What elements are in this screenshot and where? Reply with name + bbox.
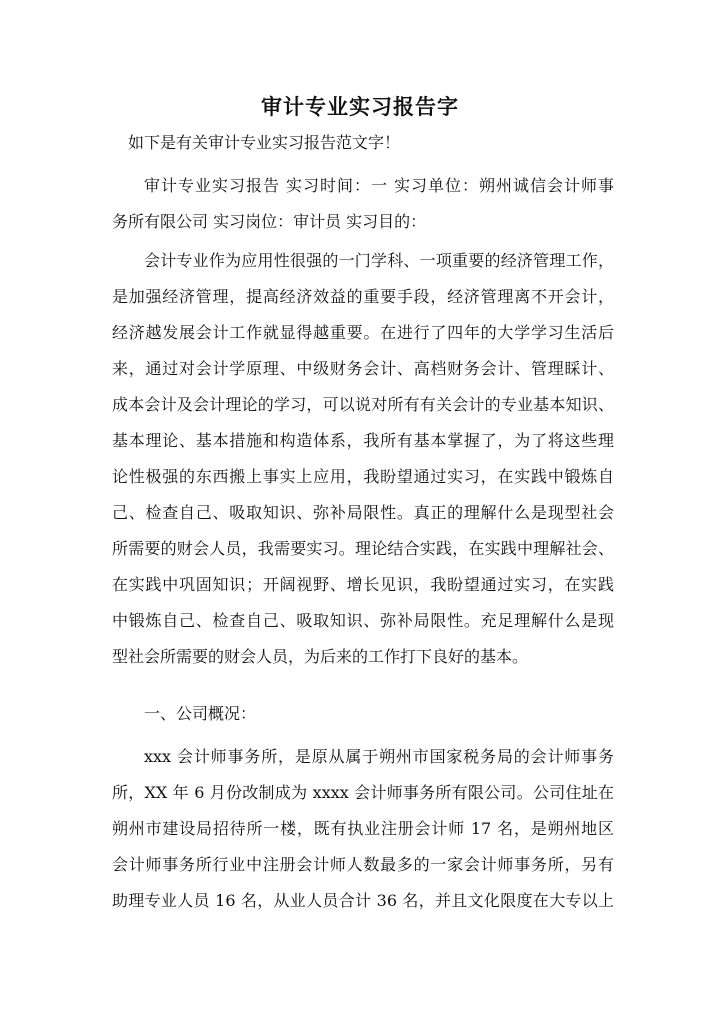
paragraph-line: 型社会所需要的财会人员，为后来的工作打下良好的基本。 [112,647,529,666]
paragraph-line: 务所有限公司 实习岗位：审计员 实习目的： [112,212,427,231]
paragraph-line: 成本会计及会计理论的学习，可以说对所有有关会计的专业基本知识、 [112,395,614,414]
paragraph-line: 中锻炼自己、检查自己、吸取知识、弥补局限性。充足理解什么是现 [112,611,614,630]
paragraph-line: 基本理论、基本措施和构造体系，我所有基本掌握了，为了将这些理 [112,431,614,450]
paragraph-line: 会计专业作为应用性很强的一门学科、一项重要的经济管理工作， [144,251,614,270]
paragraph-line: 在实践中巩固知识；开阔视野、增长见识，我盼望通过实习，在实践 [112,575,614,594]
document-title: 审计专业实习报告字 [261,94,459,119]
paragraph-line: 论性极强的东西搬上事实上应用，我盼望通过实习，在实践中锻炼自 [112,467,614,486]
paragraph-line: 所需要的财会人员，我需要实习。理论结合实践，在实践中理解社会、 [112,539,614,558]
paragraph-line: 来，通过对会计学原理、中级财务会计、高档财务会计、管理睬计、 [112,359,614,378]
paragraph-line: 是加强经济管理，提高经济效益的重要手段，经济管理离不开会计， [112,287,614,306]
paragraph-line: 所，XX 年 6 月份改制成为 xxxx 会计师事务所有限公司。公司住址在 [112,783,614,802]
paragraph-line: 朔州市建设局招待所一楼，既有执业注册会计师 17 名，是朔州地区 [112,819,614,838]
paragraph-line: xxx 会计师事务所，是原从属于朔州市国家税务局的会计师事务 [144,747,614,766]
paragraph-line: 助理专业人员 16 名，从业人员合计 36 名，并且文化限度在大专以上 [112,891,614,910]
paragraph-line: 经济越发展会计工作就显得越重要。在进行了四年的大学学习生活后 [112,323,614,342]
paragraph-line: 会计师事务所行业中注册会计师人数最多的一家会计师事务所，另有 [112,855,614,874]
intro-line: 如下是有关审计专业实习报告范文字！ [128,133,401,152]
paragraph-line: 审计专业实习报告 实习时间：一 实习单位：朔州诚信会计师事 [144,176,614,195]
section-heading: 一、公司概况： [144,704,257,723]
paragraph-line: 己、检查自己、吸取知识、弥补局限性。真正的理解什么是现型社会 [112,503,614,522]
